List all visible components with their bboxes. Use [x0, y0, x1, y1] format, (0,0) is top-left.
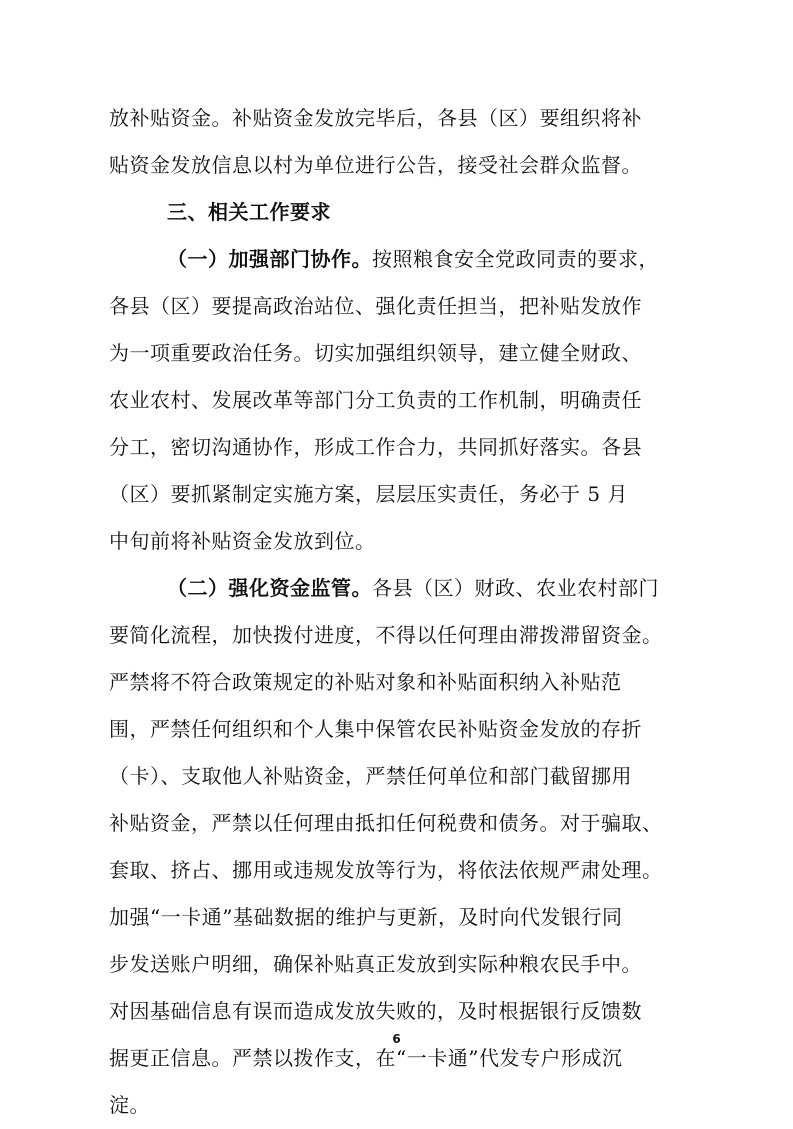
body-text	[109, 95, 679, 1129]
text-line: 农业农村、发展改革等部门分工负责的工作机制，明确责任	[109, 388, 642, 412]
text-line: 为一项重要政治任务。切实加强组织领导，建立健全财政、	[109, 341, 642, 365]
paragraph-first-line	[109, 236, 679, 283]
section-heading: 三、相关工作要求	[167, 200, 331, 224]
text-line: 各县（区）要提高政治站位、强化责任担当，把补贴发放作	[109, 294, 642, 318]
page-number: 6	[392, 1032, 401, 1046]
text-line: 严禁将不符合政策规定的补贴对象和补贴面积纳入补贴范	[109, 670, 622, 694]
text-line: 要简化流程，加快拨付进度，不得以任何理由滞拨滞留资金。	[109, 623, 663, 647]
paragraph-lead: （二）强化资金监管。	[167, 576, 372, 600]
text-line: 补贴资金，严禁以任何理由抵扣任何税费和债务。对于骗取、	[109, 811, 663, 835]
text-line: 套取、挤占、挪用或违规发放等行为，将依法依规严肃处理。	[109, 858, 663, 882]
paragraph-first-line	[109, 565, 679, 612]
text-line: 围，严禁任何组织和个人集中保管农民补贴资金发放的存折	[109, 717, 642, 741]
text-line: 中旬前将补贴资金发放到位。	[109, 529, 376, 553]
text-line: 据更正信息。严禁以拨作支，在“一卡通”代发专户形成沉	[109, 1046, 623, 1070]
text-line: 贴资金发放信息以村为单位进行公告，接受社会群众监督。	[109, 153, 642, 177]
text-line: （卡）、支取他人补贴资金，严禁任何单位和部门截留挪用	[109, 764, 632, 788]
paragraph-text: 各县（区）财政、农业农村部门	[372, 576, 659, 600]
text-line: （区）要抓紧制定实施方案，层层压实责任，务必于 5 月	[109, 482, 628, 506]
text-line: 分工，密切沟通协作，形成工作合力，共同抓好落实。各县	[109, 435, 642, 459]
text-line: 加强“一卡通”基础数据的维护与更新，及时向代发银行同	[109, 905, 623, 929]
text-line: 步发送账户明细，确保补贴真正发放到实际种粮农民手中。	[109, 952, 642, 976]
paragraph-lead: （一）加强部门协作。	[167, 247, 372, 271]
text-line: 淀。	[109, 1093, 150, 1117]
text-line: 对因基础信息有误而造成发放失败的，及时根据银行反馈数	[109, 999, 642, 1023]
paragraph-text: 按照粮食安全党政同责的要求，	[372, 247, 659, 271]
text-line: 放补贴资金。补贴资金发放完毕后，各县（区）要组织将补	[109, 106, 642, 130]
